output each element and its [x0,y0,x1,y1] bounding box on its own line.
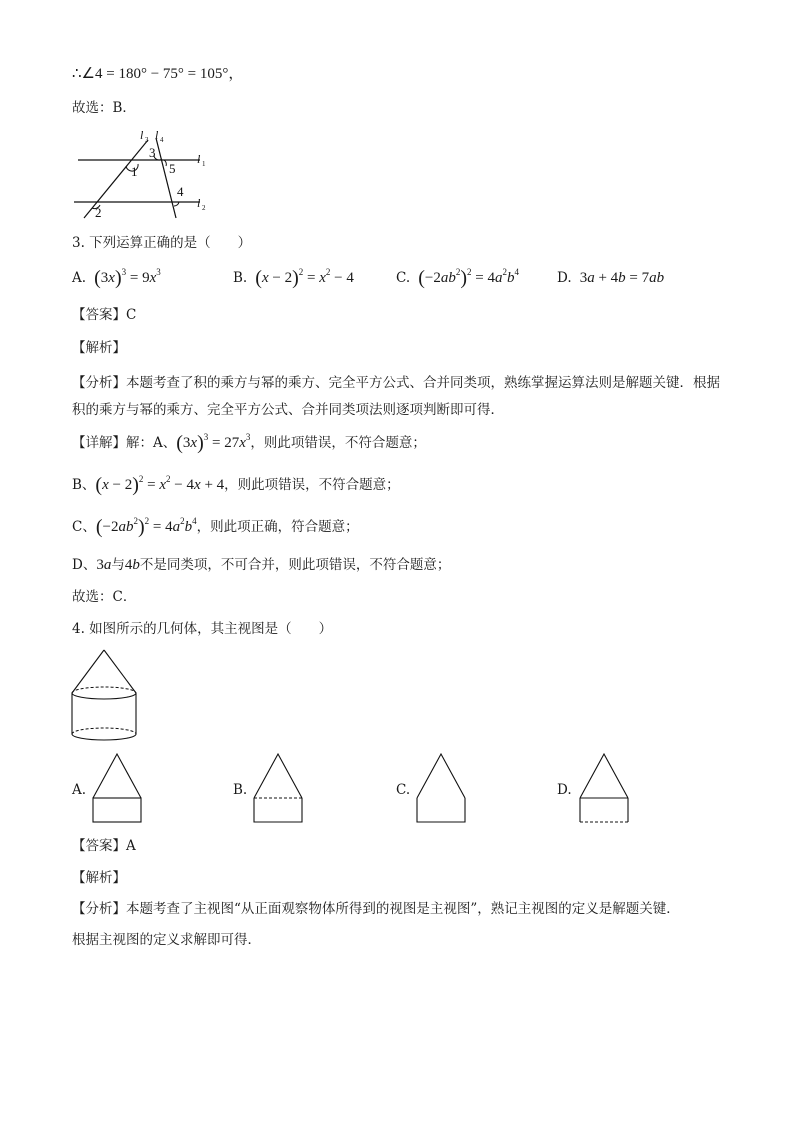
answer-value: A [126,838,136,854]
q4-option-b-figure [254,752,306,826]
answer-value: C [126,307,137,323]
detail-c-suffix: ，则此项正确，符合题意； [196,519,359,535]
q2-conclusion: ∴∠4 = 180° − 75° = 105°， [72,66,244,82]
answer-tag: 【答案】 [72,838,126,854]
answer-tag: 【答案】 [72,307,126,323]
label-l4-sub: 4 [160,136,164,144]
q4-fenxi-line2: 根据主视图的定义求解即可得． [72,932,261,948]
detail-d-suffix: 不是同类项，不可合并，则此项错误，不符合题意； [139,557,451,573]
q3-fenxi [72,370,732,424]
q4-option-a-label: A. [72,782,87,798]
q3-choose: 故选：C． [72,589,137,605]
label-l1: l [197,152,201,166]
q4-fenxi-line1 [72,899,680,919]
option-d-label: D. [557,270,572,286]
parallel-lines-figure [72,126,222,226]
fenxi-text: 本题考查了积的乘方与幂的乘方、完全平方公式、合并同类项，熟练掌握运算法则是解题关键．根据积的乘方与幂的乘方、完全平方公式、合并同类项法则逐项判断即可得． [72,375,720,418]
q4-answer [72,836,136,856]
q3-detail-d: D、3a与4b不是同类项，不可合并，则此项错误，不符合题意； [72,557,451,573]
q3-detail-a: 【详解】解：A、$(3x)^3 = 27x^3$，则此项错误，不符合题意； [72,432,426,454]
detail-c-prefix: C、 [72,519,96,535]
angle-3-label: 3 [149,145,156,160]
angle-4-label: 4 [177,184,184,199]
cone-on-cylinder-figure [70,648,142,744]
q4-option-d-figure [580,752,632,826]
q3-detail-b: B、$(x - 2)^2 = x^2 - 4x + 4$，则此项错误，不符合题意； [72,474,400,496]
q4-option-c-figure [417,752,469,826]
option-c-label: C. [396,270,411,286]
label-l2: l [197,196,201,210]
q3-option-b: B. $(x - 2)^2 = x^2 - 4$ [233,267,354,289]
q3-option-c: C. $(-2ab^2)^2 = 4a^2b^4$ [396,267,519,289]
q4-analysis-tag: 【解析】 [72,870,126,886]
detail-d-mid: 与 [111,557,125,573]
label-l2-sub: 2 [202,204,206,212]
q4-option-c-label: C. [396,782,411,798]
q4-stem: 4. 如图所示的几何体，其主视图是（ ） [72,621,333,637]
fenxi-tag: 【分析】 [72,901,126,917]
q4-option-a-figure [93,752,145,826]
detail-a-prefix: 解：A、 [126,435,177,451]
q3-option-d: D. 3a + 4b = 7ab [557,270,665,286]
q3-option-a: A. $(3x)^3 = 9x^3$ [72,267,161,289]
q4-option-d-label: D. [557,782,572,798]
q2-answer-line: 故选：B． [72,100,136,116]
angle-1-label: 1 [131,164,138,179]
q3-answer [72,305,136,325]
label-l4: l [155,128,159,142]
detail-d-prefix: D、 [72,557,97,573]
angle-5-label: 5 [169,161,176,176]
q3-stem: 3. 下列运算正确的是（ ） [72,235,252,251]
detail-tag: 【详解】 [72,435,126,451]
label-l1-sub: 1 [202,160,206,168]
fenxi-tag: 【分析】 [72,375,126,391]
detail-b-suffix: ，则此项错误，不符合题意； [224,477,400,493]
option-a-label: A. [72,270,87,286]
q3-detail-c: C、$(-2ab^2)^2 = 4a^2b^4$，则此项正确，符合题意； [72,516,359,538]
label-l3-sub: 3 [145,136,149,144]
label-l3: l [140,128,144,142]
detail-b-prefix: B、 [72,477,96,493]
angle-2-label: 2 [95,205,102,220]
q3-analysis-tag: 【解析】 [72,340,126,356]
option-b-label: B. [233,270,248,286]
q4-option-b-label: B. [233,782,248,798]
fenxi-text: 本题考查了主视图“从正面观察物体所得到的视图是主视图”，熟记主视图的定义是解题关键． [126,901,680,917]
detail-a-suffix: ，则此项错误，不符合题意； [250,435,426,451]
